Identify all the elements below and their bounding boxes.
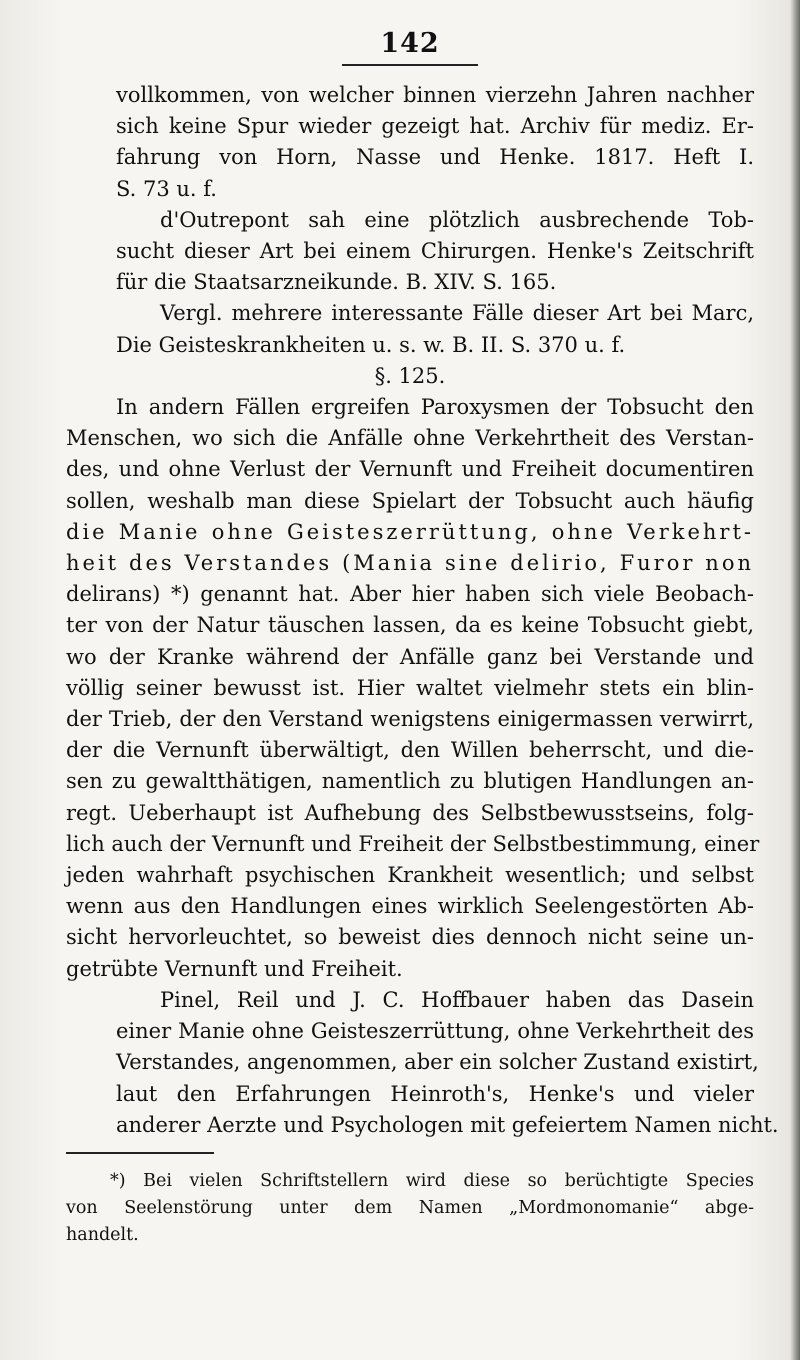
text-line: vollkommen, von welcher binnen vierzehn Jahren nachher — [116, 83, 754, 107]
paragraph-main — [66, 392, 760, 985]
text-line: einer Manie ohne Geisteszerrüttung, ohne Verkehrtheit des — [116, 1019, 754, 1044]
text-line: anderer Aerzte und Psychologen mit gefeiertem Namen nicht. — [116, 1112, 779, 1137]
footnote-line: *) Bei vielen Schriftstellern wird diese so berüchtigte Species — [110, 1171, 754, 1191]
text-line: Vergl. mehrere interessante Fälle dieser Art bei Marc, — [160, 301, 754, 326]
text-line: In andern Fällen ergreifen Paroxysmen der Tobsucht den — [116, 395, 754, 420]
text-line: S. 73 u. f. — [116, 176, 217, 201]
text-line: regt. Ueberhaupt ist Aufhebung des Selbstbewusstseins, folg- — [66, 800, 754, 825]
main-text — [66, 80, 779, 1141]
text-line: Verstandes, angenommen, aber ein solcher Zustand existirt, — [116, 1050, 759, 1075]
text-line: für die Staatsarzneikunde. B. XIV. S. 165. — [116, 270, 557, 295]
text-line: der Trieb, der den Verstand wenigstens einigermassen verwirrt, — [66, 707, 754, 732]
text-line: fahrung von Horn, Nasse und Henke. 1817. Heft I. — [116, 145, 754, 170]
footnote-line: handelt. — [66, 1225, 139, 1245]
paragraph-marc — [66, 298, 754, 360]
text-line: sich keine Spur wieder gezeigt hat. Archiv für mediz. Er- — [116, 114, 754, 139]
text-line: wenn aus den Handlungen eines wirklich Seelengestörten Ab- — [66, 894, 754, 919]
text-line: völlig seiner bewusst ist. Hier waltet vielmehr stets ein blin- — [66, 675, 754, 700]
text-line: des, und ohne Verlust der Vernunft und Freiheit documentiren — [66, 457, 754, 482]
header-rule — [342, 64, 478, 66]
page-edge-shadow — [790, 0, 800, 1360]
text-line: Die Geisteskrankheiten u. s. w. B. II. S. 370 u. f. — [116, 332, 626, 357]
text-line: Pinel, Reil und J. C. Hoffbauer haben das Dasein — [160, 987, 754, 1012]
footnote-line: von Seelenstörung unter dem Namen „Mordmonomanie“ abge- — [66, 1198, 754, 1218]
paragraph-continuation — [66, 80, 754, 205]
footnote — [66, 1168, 754, 1249]
text-line: sicht hervorleuchtet, so beweist dies dennoch nicht seine un- — [66, 925, 754, 950]
page-number: 142 — [380, 28, 440, 59]
text-line: getrübte Vernunft und Freiheit. — [66, 956, 403, 981]
text-line: sollen, weshalb man diese Spielart der Tobsucht auch häufig — [66, 488, 754, 513]
text-line: d'Outrepont sah eine plötzlich ausbrechende Tob- — [160, 207, 754, 232]
text-line: Menschen, wo sich die Anfälle ohne Verkehrtheit des Verstan- — [66, 426, 754, 451]
text-line: ter von der Natur täuschen lassen, da es keine Tobsucht giebt, — [66, 613, 754, 638]
footnote-rule — [66, 1152, 214, 1154]
text-line: lich auch der Vernunft und Freiheit der Selbstbestimmung, einer — [66, 831, 760, 856]
text-line: sucht dieser Art bei einem Chirurgen. Henke's Zeitschrift — [116, 239, 754, 264]
text-line: delirans) *) genannt hat. Aber hier haben sich viele Beobach- — [66, 582, 754, 607]
text-line: sen zu gewaltthätigen, namentlich zu blutigen Handlungen an- — [66, 769, 754, 794]
text-line: der die Vernunft überwältigt, den Willen beherrscht, und die- — [66, 738, 754, 763]
text-line: wo der Kranke während der Anfälle ganz bei Verstande und — [66, 644, 754, 669]
text-line: laut den Erfahrungen Heinroth's, Henke's und vieler — [116, 1081, 754, 1106]
text-line: heit des Verstandes (Mania sine delirio, Furor non — [66, 551, 754, 576]
text-line: die Manie ohne Geisteszerrüttung, ohne Verkehrt- — [66, 519, 754, 544]
paragraph-pinel — [66, 985, 779, 1141]
text-line: jeden wahrhaft psychischen Krankheit wesentlich; und selbst — [66, 863, 754, 888]
section-heading: §. 125. — [374, 363, 446, 388]
paragraph-outrepont — [66, 205, 754, 299]
